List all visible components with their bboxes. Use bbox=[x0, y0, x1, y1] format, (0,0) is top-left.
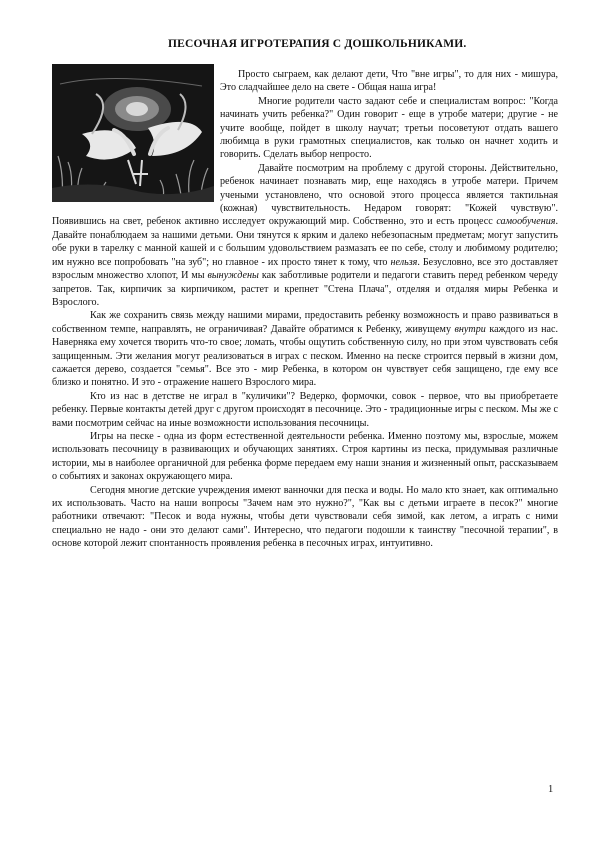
paragraph-sandbox: Кто из нас в детстве не играл в "куличики"? Ведерко, формочки, совок - первое, что вы приобретаете ребенку. Первые контакты детей друг с другом происходят в песочнице. Это - традиционные игры с песком. Мы же с вами посмотрим сейчас на иные возможности использования песочницы. bbox=[52, 390, 558, 429]
page-title: ПЕСОЧНАЯ ИГРОТЕРАПИЯ С ДОШКОЛЬНИКАМИ. bbox=[168, 38, 467, 50]
intro-paragraph: Многие родители часто задают себе и специалистам вопрос: "Когда начинать учить ребенка?" Один говорит - еще в утробе матери; другие - не учите вообще, пойдет в школу научат; третьи посоветуют отдать вашего любимца в руки грамотных специалистов, как только он начнет ходить и говорить. Сделать выбор непросто. bbox=[220, 95, 558, 161]
paragraph-text: как заботливые родители и педагоги ставить перед ребенком череду запретов. Так, кирпичик за кирпичиком, растет и крепнет "Стена Плача", отделяя и отдаляя миры Ребенка и Взрослого. bbox=[52, 270, 558, 308]
paragraph-text: . Давайте понаблюдаем за нашими детьми. Они тянутся к ярким и далеко небезопасным предметам; могут запустить обе руки в тарелку с манной кашей и с большим удовольствием размазать ее по себе, столу и любимому родителю; им нужно все попробовать "на зуб"; но главное - их просто тянет к тому, что bbox=[52, 216, 558, 268]
paragraph-text: каждого из нас. Наверняка ему хочется творить что-то свое; ломать, чтобы ощутить собственную силу, но при этом чувствовать себя защищенным. Эти желания могут реализоваться в играх с песком. Именно на песке строится первый в жизни дом, сажается дерево, создается "семья". Все это - мир Ребенка, в котором он чувствует себя защищено, где ему все близко и понятно. И это - отражение нашего Взрослого мира. bbox=[52, 323, 558, 389]
term-forced: вынуждены bbox=[207, 270, 259, 282]
term-self-learning: самообучения bbox=[496, 216, 556, 228]
page-number: 1 bbox=[548, 784, 554, 795]
paragraph-institutions: Сегодня многие детские учреждения имеют ванночки для песка и воды. Но мало кто знает, как оптимально их использовать. Часто на наши вопросы "Зачем нам это нужно?", "Как вы с детьми играете в песок?" многие работники отвечают: "Песок и вода нужны, чтобы дети чувствовали себя зимой, как летом, а играть с ними специально не надо - они это делают сами". Интересно, что педагоги подошли к таинству "песочной терапии", в основе которой лежит спонтанность проявления ребенка в песочных играх, интуитивно. bbox=[52, 484, 558, 550]
paragraph-inner-child bbox=[52, 309, 558, 389]
image-spacer bbox=[52, 68, 220, 204]
term-inside: внутри bbox=[454, 323, 486, 335]
epigraph-paragraph: Просто сыграем, как делают дети, Что "вне игры", то для них - мишура, Это сладчайшее дело на свете - Общая наша игра! bbox=[220, 69, 558, 94]
paragraph-text: Давайте посмотрим на проблему с другой стороны. Действительно, ребенок начинает познавать мир, еще находясь в утробе матери. Причем учеными установлено, что основой этого процесса является тактильная (кожная) чувствительность. Недаром говорят: "Кожей чувствую". Появившись на свет, ребенок активно исследует окружающий мир. Собственно, это и есть процесс bbox=[52, 162, 558, 228]
article-body bbox=[52, 68, 558, 551]
paragraph-text: . Безусловно, все это доставляет взрослым множество хлопот, И мы bbox=[52, 256, 558, 282]
paragraph-text: Как же сохранить связь между нашими мирами, предоставить ребенку возможность и право развиваться в собственном темпе, направлять, не ограничивая? Давайте обратимся к Ребенку, живущему bbox=[52, 310, 558, 335]
term-forbidden: нельзя bbox=[390, 256, 418, 268]
paragraph-sand-games: Игры на песке - одна из форм естественной деятельности ребенка. Именно поэтому мы, взрослые, можем использовать песочницу в развивающих и обучающих занятиях. Строя картины из песка, придумывая различные истории, мы в наиболее органичной для ребенка форме передаем ему наши знания и жизненный опыт, рассказываем о событиях и законах окружающего мира. bbox=[52, 430, 558, 483]
